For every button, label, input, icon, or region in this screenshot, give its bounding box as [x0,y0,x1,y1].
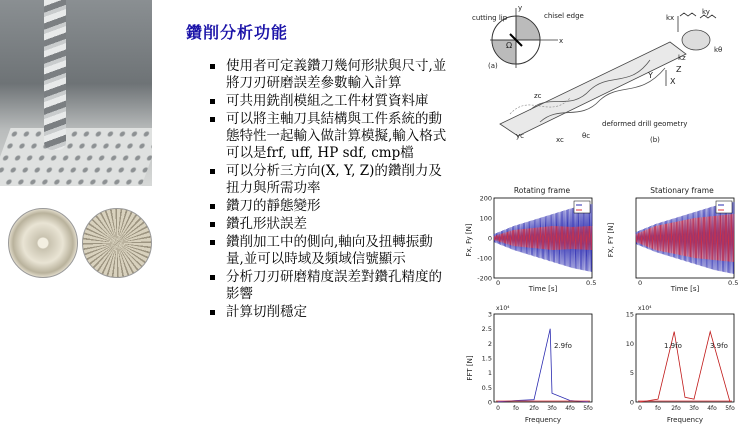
frequency-domain-plots [462,300,742,424]
fft-left-yticks [482,311,492,407]
label-a: (a) [488,62,498,70]
label-X: X [670,77,676,86]
fft-right-ytick: 10 [625,339,634,348]
fft-xtick: 3fo [547,405,557,412]
feature-item [210,304,448,321]
feature-item [210,93,448,110]
bullet-icon [210,169,215,174]
fft-left-ytick: 0 [487,398,492,407]
time-right-xtick-1: 0.5 [728,279,739,287]
time-domain-plots [462,184,742,292]
bullet-icon [210,240,215,245]
feature-text: 鑽削加工中的側向,軸向及扭轉振動量,並可以時域及頻域信號顯示 [226,234,433,267]
time-right-xlabel: Time [s] [670,285,700,292]
label-Z: Z [676,65,682,74]
fft-right-xlabel: Frequency [666,416,704,424]
feature-text: 可以分析三方向(X, Y, Z)的鑽削力及扭力與所需功率 [226,163,442,196]
fft-ylabel: FFT [N] [466,355,474,381]
feature-text: 計算切削穩定 [226,304,307,320]
bullet-icon [210,204,215,209]
label-x-small: x [559,37,564,45]
fft-right-peak1-label: 1.9fo [664,342,682,350]
fft-right-yticks [626,311,634,407]
label-chisel-edge: chisel edge [544,12,584,20]
fft-xtick: 2fo [529,405,539,412]
feature-item [210,216,448,233]
feature-text: 鑽刀的靜態變形 [226,198,321,214]
fft-right-peak2-label: 3.9fo [710,342,728,350]
feature-text: 使用者可定義鑽刀幾何形狀與尺寸,並將刀刃研磨誤差參數輸入計算 [226,58,447,91]
time-left-title: Rotating frame [513,186,571,195]
feature-item [210,58,448,92]
time-left-ylabel: Fx, Fy [N] [465,223,473,257]
label-kx: kx [666,14,675,22]
fft-left-ytick: 3 [487,310,492,319]
fft-xtick: 3fo [689,405,699,412]
fft-right-ytick: 0 [629,398,634,407]
label-theta-c: θc [582,132,591,140]
fft-left-ytick: 0.5 [481,383,492,392]
page-title: 鑽削分析功能 [186,23,289,42]
feature-item [210,198,448,215]
fft-xticks [496,405,735,412]
time-left-ytick: 100 [479,214,492,223]
time-right-ylabel: FX, FY [N] [607,222,615,258]
feature-text: 可以將主軸刀具結構與工件系統的動態特性一起輸入做計算模擬,輸入格式可以是frf, uff, HP sdf, cmp檔 [226,111,447,161]
label-kz: kz [678,54,686,62]
fft-left-ytick: 1.5 [481,354,492,363]
drill-photo [0,0,152,186]
time-right-legend [716,201,732,213]
fft-xtick: 5fo [583,405,593,412]
label-deformed: deformed drill geometry [602,120,688,128]
fft-left-xlabel: Frequency [524,416,562,424]
fft-right-frame [636,314,734,402]
fft-left-ytick: 2.5 [481,325,492,334]
label-y-small: y [518,4,523,12]
time-right-xtick-0: 0 [638,279,643,287]
fft-xtick: 4fo [707,405,717,412]
feature-item [210,269,448,303]
label-xc: xc [556,136,564,144]
label-ky: ky [702,8,710,16]
fft-left-scale: x10⁴ [496,305,510,312]
label-b: (b) [650,136,660,144]
drill-bit [44,0,66,150]
time-left-legend [574,201,590,213]
fft-xtick: 0 [638,405,642,412]
feature-text: 分析刀刃研磨精度誤差對鑽孔精度的影響 [226,269,442,302]
bullet-icon [210,117,215,122]
fft-left-frame [494,314,592,402]
bullet-icon [210,99,215,104]
time-left-xtick-1: 0.5 [586,279,597,287]
label-Y: Y [648,71,653,80]
fft-left-ytick: 1 [487,369,492,378]
time-left-xlabel: Time [s] [528,285,558,292]
label-omega: Ω [506,41,513,50]
bullet-icon [210,64,215,69]
feature-item [210,234,448,268]
feature-item [210,163,448,197]
drilled-disc-right [82,208,152,278]
time-left-ytick: -100 [477,254,492,263]
fft-xtick: fo [513,405,519,412]
time-left-xtick-0: 0 [496,279,501,287]
fft-right-ytick: 15 [625,310,634,319]
label-ko: kθ [714,46,723,54]
time-left-ytick: -200 [477,274,492,283]
fft-left-peak-label: 2.9fo [554,342,572,350]
fft-right-ytick: 5 [629,369,634,378]
time-right-title: Stationary frame [650,186,714,195]
bullet-icon [210,275,215,280]
bullet-icon [210,310,215,315]
fft-right-scale: x10⁴ [638,305,652,312]
drill-geometry-figure [470,2,742,148]
bullet-icon [210,222,215,227]
label-cutting-lip: cutting lip [472,14,508,22]
fft-xtick: fo [655,405,661,412]
time-left-yticks [477,195,492,283]
label-yc: yc [516,132,524,140]
label-zc: zc [534,92,542,100]
fft-xtick: 4fo [565,405,575,412]
workpiece-plate [0,128,152,186]
time-left-ytick: 0 [487,234,492,243]
fft-xtick: 0 [496,405,500,412]
feature-text: 鑽孔形狀誤差 [226,216,307,232]
time-left-ytick: 200 [479,194,492,203]
feature-item [210,111,448,162]
fft-left-ytick: 2 [487,339,492,348]
fft-xtick: 2fo [671,405,681,412]
feature-list [210,58,448,322]
fft-xtick: 5fo [725,405,735,412]
feature-text: 可共用銑削模組之工件材質資料庫 [226,93,429,109]
drilled-disc-left [8,208,78,278]
